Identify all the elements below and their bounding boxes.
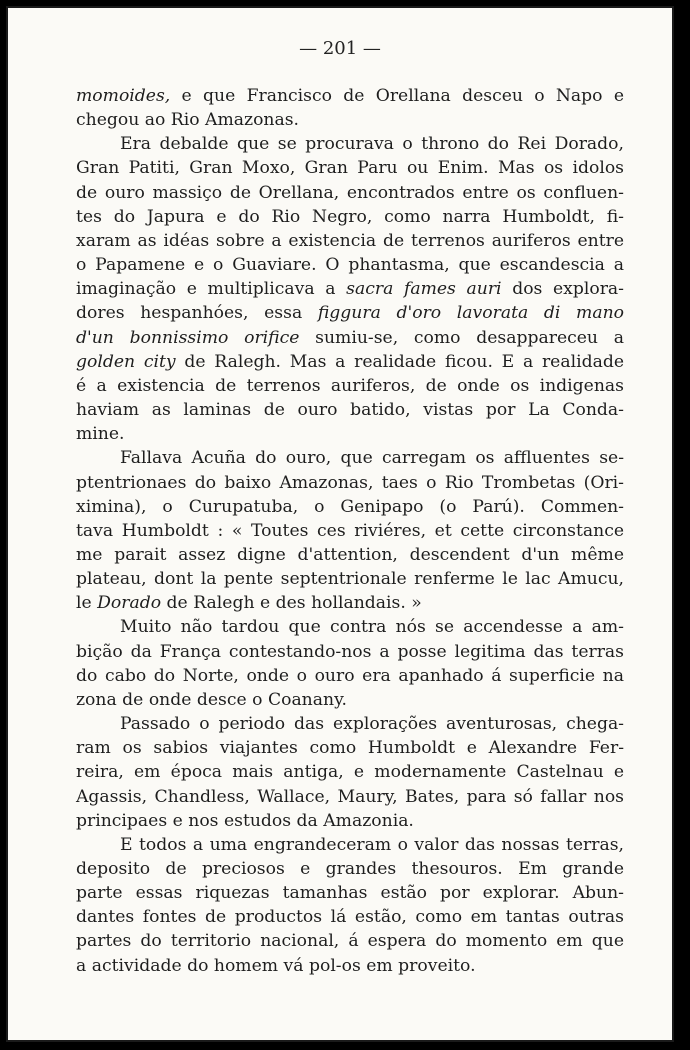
text-run: ram os sabios viajantes como Humboldt e Alexandre Fer- <box>76 738 624 759</box>
paragraph <box>76 833 624 978</box>
book-page <box>6 6 674 1042</box>
text-line <box>76 253 624 277</box>
text-line <box>76 326 624 350</box>
italic-phrase: d'un bonnissimo orifice <box>76 327 300 348</box>
text-line <box>76 833 624 857</box>
body-text <box>76 84 624 978</box>
text-line <box>76 471 624 495</box>
text-run: haviam as laminas de ouro batido, vistas por La Conda- <box>76 400 624 421</box>
text-run: de Ralegh. Mas a realidade ficou. E a realidade <box>175 351 624 372</box>
text-run: mine. <box>76 424 125 445</box>
text-line <box>76 277 624 301</box>
text-line <box>76 736 624 760</box>
page-number: — 201 — <box>299 38 381 59</box>
text-run: o Papamene e o Guaviare. O phantasma, que escandescia a <box>76 255 624 276</box>
text-run: Agassis, Chandless, Wallace, Maury, Bates, para só fallar nos <box>76 786 624 807</box>
text-line <box>76 446 624 470</box>
text-run: de ouro massiço de Orellana, encontrados entre os confluen- <box>76 182 624 203</box>
text-line <box>76 760 624 784</box>
text-line <box>76 664 624 688</box>
italic-phrase: momoides, <box>76 86 171 106</box>
text-line <box>76 350 624 374</box>
text-line <box>76 881 624 905</box>
italic-phrase: sacra fames auri <box>346 279 502 300</box>
text-line <box>76 954 624 978</box>
text-line <box>76 905 624 929</box>
text-run: imaginação e multiplicava a <box>76 279 347 300</box>
text-run: de Ralegh e des hollandais. » <box>161 593 422 614</box>
text-run: E todos a uma engrandeceram o valor das nossas terras, <box>120 834 624 855</box>
text-line <box>76 181 624 205</box>
text-line <box>76 785 624 809</box>
text-run: le <box>76 593 98 614</box>
text-run: dores hespanhóes, essa <box>76 303 318 324</box>
text-line <box>76 712 624 736</box>
text-run: Era debalde que se procurava o throno do Rei Dorado, <box>120 134 624 155</box>
text-run: bição da França contestando-nos a posse legitima das terras <box>76 641 624 662</box>
paragraph <box>76 84 624 132</box>
text-line <box>76 132 624 156</box>
text-line <box>76 301 624 325</box>
text-run: xaram as idéas sobre a existencia de terrenos auriferos entre <box>76 230 624 251</box>
text-run: plateau, dont la pente septentrionale renferme le lac Amucu, <box>76 569 624 590</box>
italic-phrase: golden city <box>76 351 176 372</box>
text-line <box>76 857 624 881</box>
text-line <box>76 640 624 664</box>
text-run: dantes fontes de productos lá estão, como em tantas outras <box>76 907 624 928</box>
text-run: dos explora- <box>501 279 624 300</box>
paragraph <box>76 615 624 712</box>
text-run: principaes e nos estudos da Amazonia. <box>76 810 414 831</box>
text-line <box>76 567 624 591</box>
text-line <box>76 374 624 398</box>
text-line <box>76 422 624 446</box>
text-run: Fallava Acuña do ouro, que carregam os affluentes se- <box>120 448 624 469</box>
text-line <box>76 615 624 639</box>
paragraph <box>76 132 624 446</box>
text-line <box>76 398 624 422</box>
text-run: Muito não tardou que contra nós se accendesse a am- <box>120 617 624 638</box>
text-run: ximina), o Curupatuba, o Genipapo (o Parú). Commen- <box>76 496 624 517</box>
text-run: Gran Patiti, Gran Moxo, Gran Paru ou Enim. Mas os idolos <box>76 158 624 179</box>
text-line <box>76 84 624 108</box>
text-run: tes do Japura e do Rio Negro, como narra Humboldt, fi- <box>76 206 624 227</box>
text-run: ptentrionaes do baixo Amazonas, taes o Rio Trombetas (Ori- <box>76 472 624 493</box>
text-run: Passado o periodo das explorações aventurosas, chega- <box>120 714 624 735</box>
text-line <box>76 495 624 519</box>
text-line <box>76 809 624 833</box>
italic-phrase: figgura d'oro lavorata di mano <box>317 303 624 324</box>
text-run: tava Humboldt : « Toutes ces riviéres, et cette circonstance <box>76 520 624 541</box>
text-run: chegou ao Rio Amazonas. <box>76 110 300 131</box>
text-run: partes do territorio nacional, á espera do momento em que <box>76 931 624 952</box>
italic-phrase: Dorado <box>97 593 162 614</box>
text-line <box>76 205 624 229</box>
text-run: me parait assez digne d'attention, descendent d'un même <box>76 544 624 565</box>
text-line <box>76 519 624 543</box>
text-line <box>76 929 624 953</box>
text-run: é a existencia de terrenos auriferos, de onde os indigenas <box>76 375 624 396</box>
text-line <box>76 156 624 180</box>
text-run: sumiu-se, como desappareceu a <box>299 327 624 348</box>
text-line <box>76 229 624 253</box>
text-line <box>76 688 624 712</box>
text-line <box>76 543 624 567</box>
text-run: deposito de preciosos e grandes thesouros. Em grande <box>76 859 624 879</box>
paragraph <box>76 712 624 833</box>
text-run: do cabo do Norte, onde o ouro era apanhado á superficie na <box>76 665 624 686</box>
text-line <box>76 108 624 132</box>
text-run: a actividade do homem vá pol-os em proveito. <box>76 955 476 976</box>
paragraph <box>76 446 624 615</box>
text-line <box>76 591 624 615</box>
text-run: zona de onde desce o Coanany. <box>76 689 347 710</box>
text-run: reira, em época mais antiga, e modernamente Castelnau e <box>76 762 624 783</box>
text-run: parte essas riquezas tamanhas estão por explorar. Abun- <box>76 883 624 904</box>
text-run: e que Francisco de Orellana desceu o Napo e <box>170 86 624 106</box>
